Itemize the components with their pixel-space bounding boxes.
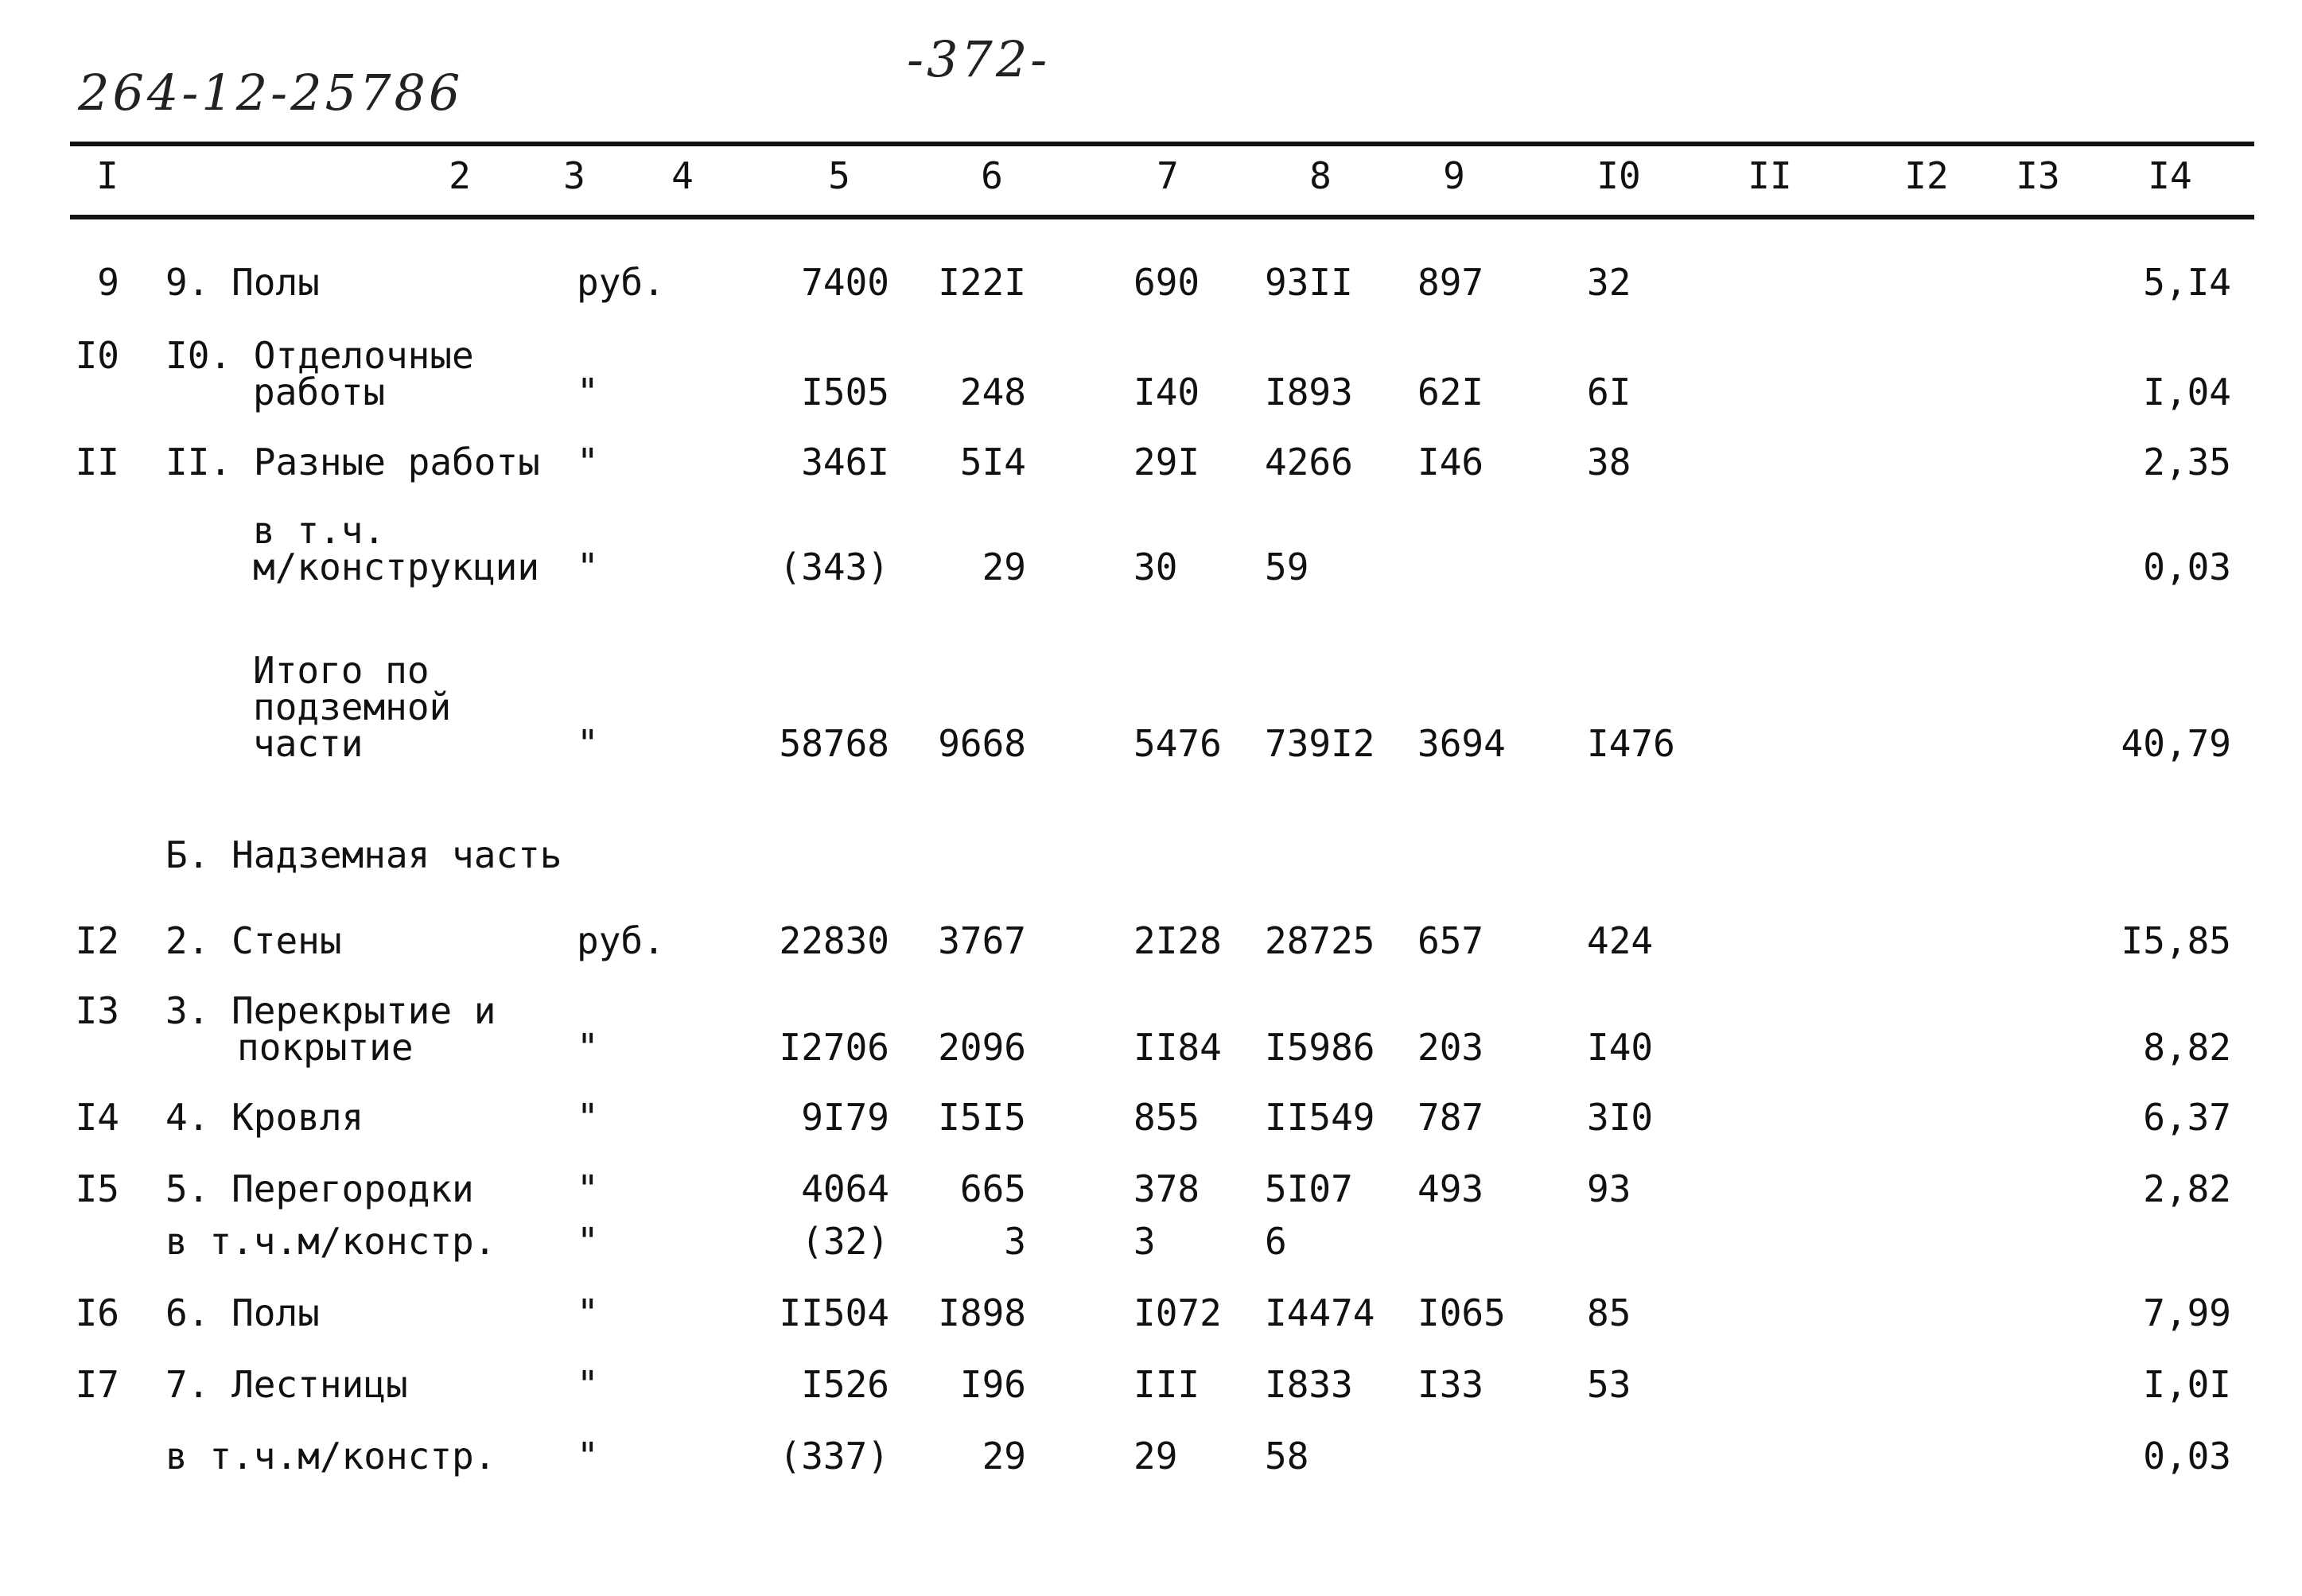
cell-col-14: 6,37 — [2143, 1096, 2231, 1139]
column-header: I3 — [2016, 154, 2060, 197]
cell-col-5: 7400 — [801, 261, 889, 304]
cell-col-8: 59 — [1265, 546, 1309, 588]
cell-col-14: I,04 — [2143, 371, 2231, 414]
row-unit: " — [577, 1167, 599, 1210]
cell-col-14: 7,99 — [2143, 1291, 2231, 1334]
column-header: 4 — [671, 154, 694, 197]
cell-col-7: I40 — [1134, 371, 1200, 414]
cell-col-8: 58 — [1265, 1435, 1309, 1478]
cell-col-9: 203 — [1417, 1026, 1484, 1069]
cell-col-5: II504 — [779, 1291, 889, 1334]
cell-col-14: 8,82 — [2143, 1026, 2231, 1069]
row-number: I2 — [75, 919, 119, 962]
cell-col-9: 493 — [1417, 1167, 1484, 1210]
cell-col-14: 2,35 — [2143, 441, 2231, 483]
row-unit: " — [577, 1291, 599, 1334]
row-number: I3 — [75, 989, 119, 1032]
row-name-line: 9. Полы — [165, 261, 320, 304]
row-number: I4 — [75, 1096, 119, 1139]
cell-col-9: I33 — [1417, 1363, 1484, 1406]
cell-col-7: 855 — [1134, 1096, 1200, 1139]
row-unit: " — [577, 1363, 599, 1406]
row-name-line: 6. Полы — [165, 1291, 320, 1334]
column-header: II — [1748, 154, 1792, 197]
row-name-line: Итого по — [253, 649, 430, 692]
row-unit: " — [577, 1026, 599, 1069]
row-unit: " — [577, 546, 599, 588]
cell-col-14: 0,03 — [2143, 546, 2231, 588]
cell-col-6: 9668 — [938, 722, 1026, 765]
column-header: 8 — [1309, 154, 1332, 197]
table-top-rule — [70, 142, 2254, 146]
cell-col-7: II84 — [1134, 1026, 1222, 1069]
cell-col-10: I40 — [1587, 1026, 1654, 1069]
cell-col-6: 3 — [1004, 1220, 1026, 1263]
cell-col-6: 29 — [982, 546, 1026, 588]
cell-col-7: 2I28 — [1134, 919, 1222, 962]
cell-col-8: 93II — [1265, 261, 1353, 304]
cell-col-6: 248 — [959, 371, 1026, 414]
cell-col-14: 2,82 — [2143, 1167, 2231, 1210]
row-name-line: м/конструкции — [253, 546, 540, 588]
row-unit: " — [577, 1220, 599, 1263]
cell-col-6: 3767 — [938, 919, 1026, 962]
row-unit: " — [577, 371, 599, 414]
column-header: 2 — [449, 154, 471, 197]
cell-col-7: 5476 — [1134, 722, 1222, 765]
cell-col-10: 32 — [1587, 261, 1631, 304]
cell-col-8: 6 — [1265, 1220, 1287, 1263]
cell-col-8: 5I07 — [1265, 1167, 1353, 1210]
row-unit: " — [577, 441, 599, 483]
cell-col-5: I526 — [801, 1363, 889, 1406]
row-name-line: 5. Перегородки — [165, 1167, 474, 1210]
column-header: I — [96, 154, 119, 197]
cell-col-5: (337) — [779, 1435, 889, 1478]
cell-col-9: 897 — [1417, 261, 1484, 304]
row-number: 9 — [97, 261, 119, 304]
row-unit: " — [577, 1096, 599, 1139]
row-name-line: подземной — [253, 685, 452, 728]
cell-col-8: I833 — [1265, 1363, 1353, 1406]
row-name-line: работы — [253, 371, 386, 414]
row-name-line: части — [253, 722, 364, 765]
row-number: I5 — [75, 1167, 119, 1210]
row-unit: " — [577, 1435, 599, 1478]
cell-col-8: I5986 — [1265, 1026, 1375, 1069]
cell-col-9: 3694 — [1417, 722, 1506, 765]
column-header: I2 — [1904, 154, 1949, 197]
cell-col-14: I,0I — [2143, 1363, 2231, 1406]
column-header: 5 — [828, 154, 850, 197]
column-header: 6 — [981, 154, 1003, 197]
row-name-line: I0. Отделочные — [165, 334, 474, 377]
cell-col-8: 4266 — [1265, 441, 1353, 483]
cell-col-7: 30 — [1134, 546, 1178, 588]
cell-col-8: II549 — [1265, 1096, 1375, 1139]
cell-col-10: 85 — [1587, 1291, 1631, 1334]
row-name-line: 4. Кровля — [165, 1096, 364, 1139]
cell-col-5: 22830 — [779, 919, 889, 962]
row-unit: руб. — [577, 261, 665, 304]
cell-col-7: 378 — [1134, 1167, 1200, 1210]
column-header: 3 — [563, 154, 585, 197]
cell-col-10: I476 — [1587, 722, 1675, 765]
cell-col-5: 346I — [801, 441, 889, 483]
cell-col-9: 787 — [1417, 1096, 1484, 1139]
cell-col-6: 665 — [959, 1167, 1026, 1210]
cell-col-6: I22I — [938, 261, 1026, 304]
cell-col-5: 4064 — [801, 1167, 889, 1210]
cell-col-14: I5,85 — [2121, 919, 2231, 962]
page-number: -372- — [907, 30, 1051, 88]
cell-col-14: 5,I4 — [2143, 261, 2231, 304]
cell-col-9: 657 — [1417, 919, 1484, 962]
cell-col-7: III — [1134, 1363, 1200, 1406]
cell-col-10: 6I — [1587, 371, 1631, 414]
cell-col-8: I4474 — [1265, 1291, 1375, 1334]
cell-col-7: 3 — [1134, 1220, 1156, 1263]
cell-col-6: 29 — [982, 1435, 1026, 1478]
cell-col-14: 40,79 — [2121, 722, 2231, 765]
cell-col-14: 0,03 — [2143, 1435, 2231, 1478]
table-header-rule — [70, 215, 2254, 219]
column-header: 7 — [1157, 154, 1179, 197]
row-name-line: в т.ч.м/констр. — [165, 1220, 496, 1263]
row-unit: " — [577, 722, 599, 765]
cell-col-5: I2706 — [779, 1026, 889, 1069]
row-unit: руб. — [577, 919, 665, 962]
cell-col-8: I893 — [1265, 371, 1353, 414]
cell-col-7: 29 — [1134, 1435, 1178, 1478]
row-name-line: в т.ч. — [253, 509, 386, 552]
row-name-line: 2. Стены — [165, 919, 342, 962]
cell-col-10: 38 — [1587, 441, 1631, 483]
cell-col-10: 424 — [1587, 919, 1654, 962]
cell-col-5: (343) — [779, 546, 889, 588]
cell-col-8: 28725 — [1265, 919, 1375, 962]
document-code: 264-12-25786 — [78, 64, 464, 122]
row-name-line: в т.ч.м/констр. — [165, 1435, 496, 1478]
cell-col-5: I505 — [801, 371, 889, 414]
row-name-line: покрытие — [237, 1026, 414, 1069]
cell-col-9: I065 — [1417, 1291, 1506, 1334]
cell-col-7: 29I — [1134, 441, 1200, 483]
column-header: I0 — [1596, 154, 1641, 197]
cell-col-6: 5I4 — [959, 441, 1026, 483]
cell-col-6: I5I5 — [938, 1096, 1026, 1139]
cell-col-10: 93 — [1587, 1167, 1631, 1210]
cell-col-6: I96 — [959, 1363, 1026, 1406]
cell-col-7: 690 — [1134, 261, 1200, 304]
cell-col-7: I072 — [1134, 1291, 1222, 1334]
row-number: II — [75, 441, 119, 483]
column-header: 9 — [1443, 154, 1465, 197]
cell-col-5: 58768 — [779, 722, 889, 765]
cell-col-9: 62I — [1417, 371, 1484, 414]
cell-col-5: (32) — [801, 1220, 889, 1263]
column-header: I4 — [2148, 154, 2192, 197]
row-name-line: Б. Надземная часть — [165, 833, 562, 876]
row-number: I0 — [75, 334, 119, 377]
row-number: I6 — [75, 1291, 119, 1334]
cell-col-10: 53 — [1587, 1363, 1631, 1406]
cell-col-9: I46 — [1417, 441, 1484, 483]
cell-col-6: 2096 — [938, 1026, 1026, 1069]
row-name-line: 7. Лестницы — [165, 1363, 408, 1406]
cell-col-6: I898 — [938, 1291, 1026, 1334]
row-name-line: II. Разные работы — [165, 441, 540, 483]
row-name-line: 3. Перекрытие и — [165, 989, 496, 1032]
cell-col-8: 739I2 — [1265, 722, 1375, 765]
cell-col-10: 3I0 — [1587, 1096, 1654, 1139]
cell-col-5: 9I79 — [801, 1096, 889, 1139]
row-number: I7 — [75, 1363, 119, 1406]
